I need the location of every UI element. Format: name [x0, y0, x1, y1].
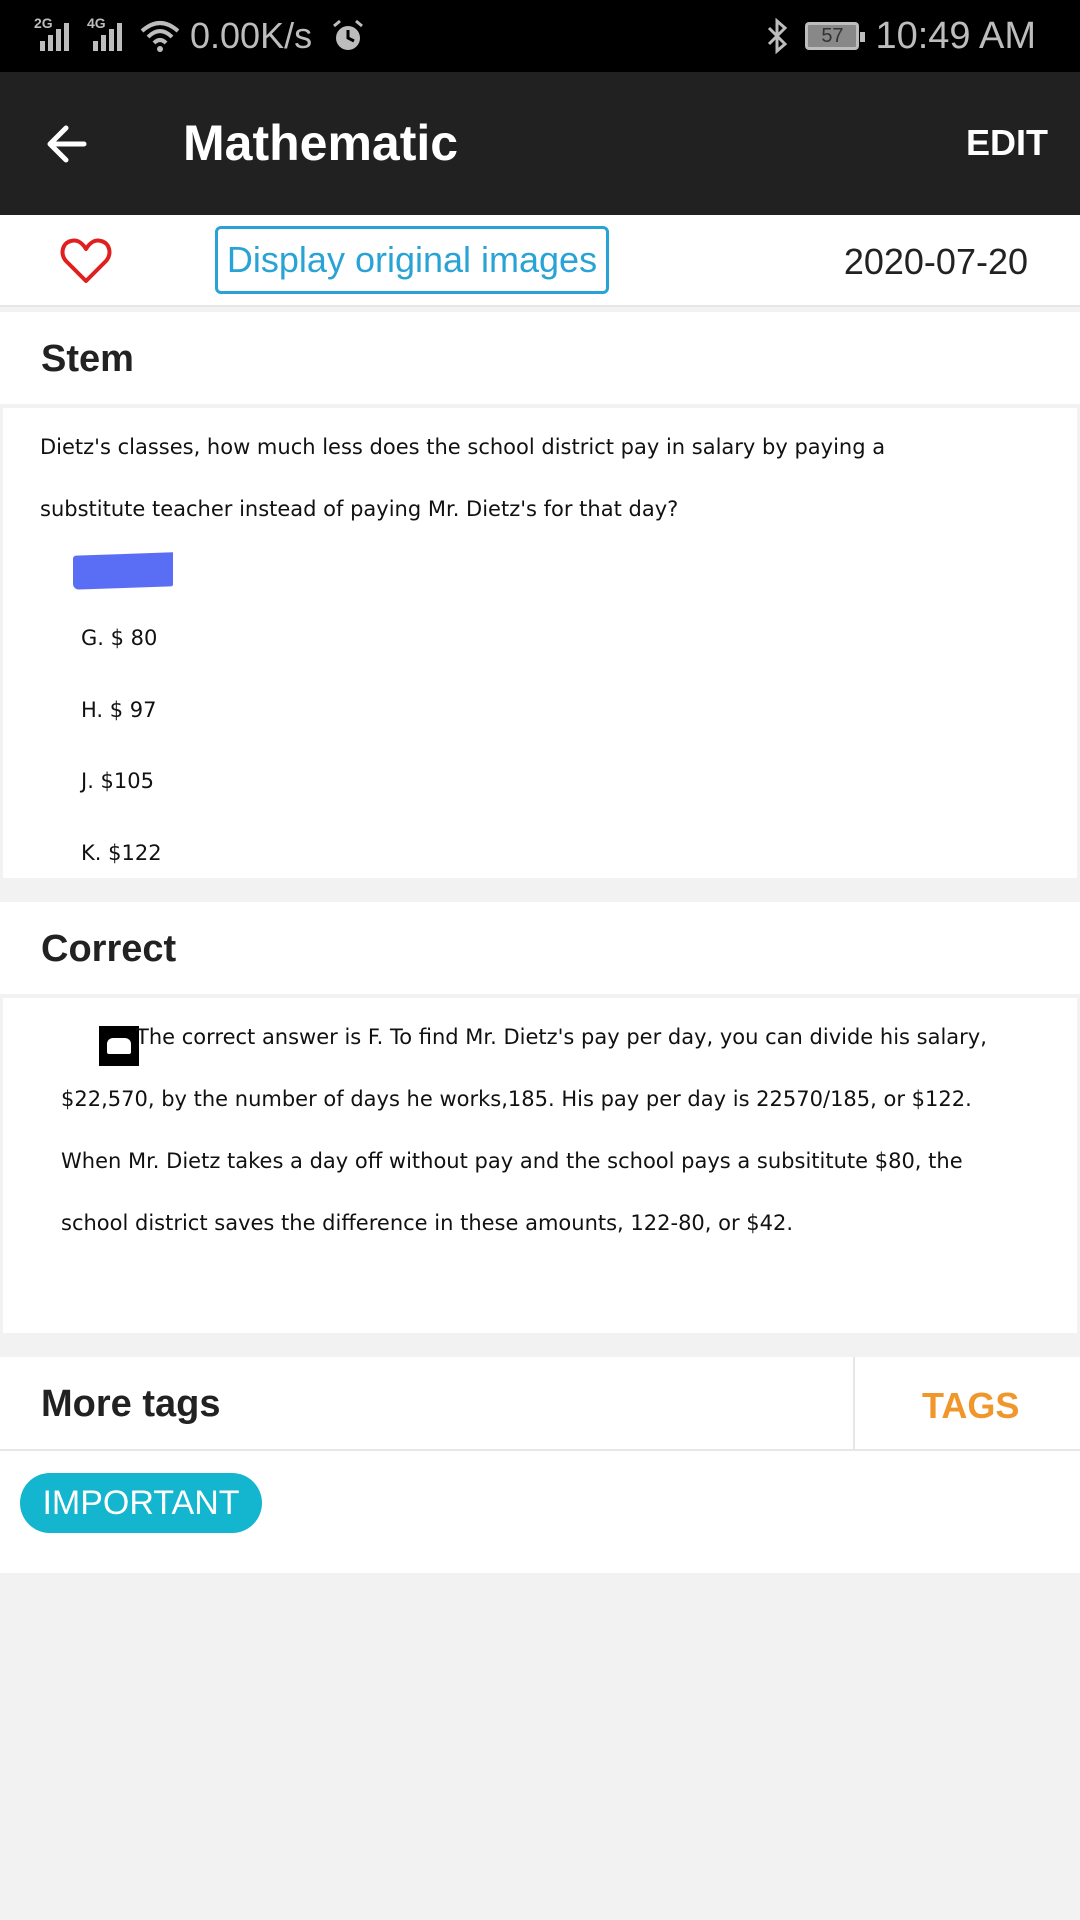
info-row: [0, 215, 1080, 307]
stem-header: [0, 312, 1080, 404]
status-left: [34, 14, 366, 58]
stem-pane: [3, 408, 1077, 878]
choice-h: H. $ 97: [81, 698, 157, 722]
tags-header: [0, 1357, 1080, 1451]
alarm-icon: [330, 18, 366, 54]
status-bar: [0, 0, 1080, 72]
battery-icon: 57: [805, 22, 859, 50]
clock: 10:49 AM: [875, 14, 1036, 57]
correct-explanation: The correct answer is F. To find Mr. Dietz's pay per day, you can divide his salary, $22,570, by the number of days he works,185. His pay per day is 22570/185, or $122. When Mr. Dietz takes a day off without pay and the school pays a subsititute $80, the school district saves the difference in these amounts, 122-80, or $42.: [61, 1025, 987, 1235]
status-right: [765, 14, 1036, 58]
signal-4g-icon: [87, 15, 122, 51]
date-label: 2020-07-20: [843, 241, 1028, 282]
display-original-images-button[interactable]: Display original images: [215, 226, 609, 294]
back-arrow-icon[interactable]: [40, 112, 104, 176]
correct-heading: Correct: [41, 928, 177, 970]
bluetooth-icon: [765, 18, 789, 54]
choice-j: J. $105: [81, 769, 154, 793]
correct-pane: [3, 998, 1077, 1333]
signal-2g-icon: [34, 15, 69, 51]
correct-header: [0, 902, 1080, 994]
highlight-mark: [73, 552, 173, 589]
edit-button[interactable]: EDIT: [965, 122, 1048, 163]
choice-k: K. $122: [81, 841, 162, 865]
tags-divider: [853, 1357, 855, 1451]
tag-chip-important[interactable]: IMPORTANT: [20, 1473, 262, 1533]
tag-list: [0, 1451, 1080, 1573]
stem-question: Dietz's classes, how much less does the school district pay in salary by paying a substitute teacher instead of paying Mr. Dietz's for that day?: [40, 435, 886, 521]
network-speed: 0.00K/s: [190, 15, 313, 56]
stem-heading: Stem: [41, 338, 134, 380]
page-title: Mathematic: [183, 115, 459, 171]
network-type-1: 2G: [34, 15, 53, 31]
tags-button[interactable]: TAGS: [922, 1385, 1020, 1426]
choice-g: G. $ 80: [81, 626, 158, 650]
app-bar: [0, 72, 1080, 215]
favorite-heart-icon[interactable]: [58, 233, 114, 289]
wifi-icon: [140, 19, 180, 53]
more-tags-heading: More tags: [41, 1383, 221, 1425]
network-type-2: 4G: [87, 15, 106, 31]
